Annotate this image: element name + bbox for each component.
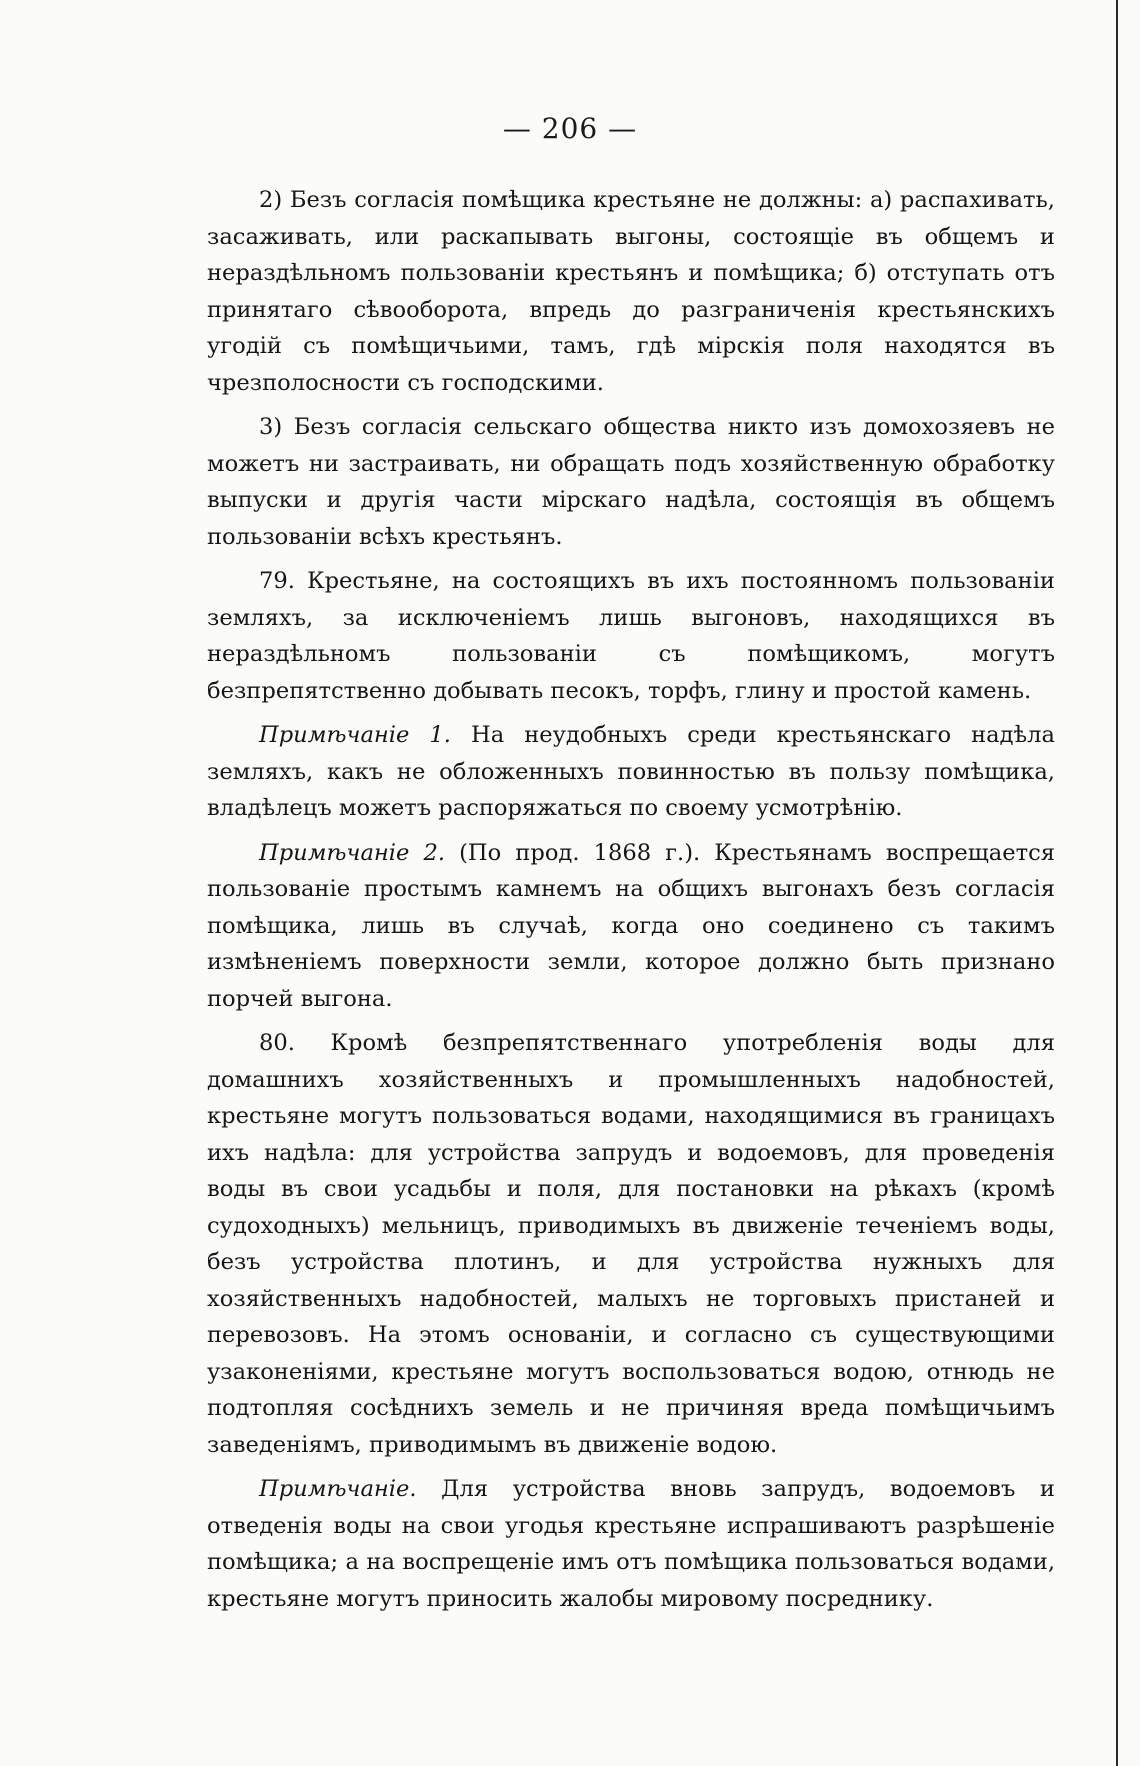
paragraph-article-80 — [207, 1025, 1055, 1463]
paragraph-note-1 — [207, 717, 1055, 827]
paragraph-article-79 — [207, 563, 1055, 709]
paragraph-clause-2 — [207, 182, 1055, 401]
page-body — [207, 182, 1055, 1625]
paragraph-text: 2) Безъ согласія помѣщика крестьяне не должны: а) распахивать, засаживать, или раскапывать выгоны, состоящіе въ общемъ и нераздѣльномъ пользованіи крестьянъ и помѣщика; б) отступать отъ принятаго сѣвооборота, впредь до разграниченія крестьянскихъ угодій съ помѣщичьими, тамъ, гдѣ мірскія поля находятся въ чрезполосности съ господскими. — [207, 187, 1055, 396]
paragraph-text: (По прод. 1868 г.). Крестьянамъ воспрещается пользованіе простымъ камнемъ на общихъ выгонахъ безъ согласія помѣщика, лишь въ случаѣ, когда оно соединено съ такимъ измѣненіемъ поверхности земли, которое должно быть признано порчей выгона. — [207, 839, 1055, 1012]
page-number: — 206 — — [502, 112, 638, 145]
note-label: Примѣчаніе 2. — [259, 839, 446, 866]
paragraph-note-2 — [207, 835, 1055, 1018]
paragraph-text: На неудобныхъ среди крестьянскаго надѣла земляхъ, какъ не обложенныхъ повинностью въ пользу помѣщика, владѣлецъ можетъ распоряжаться по своему усмотрѣнію. — [207, 722, 1055, 821]
note-label: Примѣчаніе. — [259, 1476, 417, 1502]
paragraph-text: 3) Безъ согласія сельскаго общества никто изъ домохозяевъ не можетъ ни застраивать, ни обращать подъ хозяйственную обработку выпуски и другія части мірскаго надѣла, состоящія въ общемъ пользованіи всѣхъ крестьянъ. — [207, 414, 1055, 550]
note-label: Примѣчаніе 1. — [259, 722, 451, 748]
paragraph-clause-3 — [207, 409, 1055, 555]
page-edge — [1116, 0, 1118, 1766]
paragraph-text: Для устройства вновь запрудъ, водоемовъ и отведенія воды на свои угодья крестьяне испрашиваютъ разрѣшеніе помѣщика; а на воспрещеніе имъ отъ помѣщика пользоваться водами, крестьяне могутъ приносить жалобы мировому посреднику. — [207, 1476, 1055, 1612]
paragraph-note — [207, 1471, 1055, 1617]
paragraph-text: 79. Крестьяне, на состоящихъ въ ихъ постоянномъ пользованіи земляхъ, за исключеніемъ лишь выгоновъ, находящихся въ нераздѣльномъ пользованіи съ помѣщикомъ, могутъ безпрепятственно добывать песокъ, торфъ, глину и простой камень. — [207, 568, 1055, 704]
paragraph-text: 80. Кромѣ безпрепятственнаго употребленія воды для домашнихъ хозяйственныхъ и промышленныхъ надобностей, крестьяне могутъ пользоваться водами, находящимися въ границахъ ихъ надѣла: для устройства запрудъ и водоемовъ, для проведенія воды въ свои усадьбы и поля, для постановки на рѣкахъ (кромѣ судоходныхъ) мельницъ, приводимыхъ въ движеніе теченіемъ воды, безъ устройства плотинъ, и для устройства нужныхъ для хозяйственныхъ надобностей, малыхъ не торговыхъ пристаней и перевозовъ. На этомъ основаніи, и согласно съ существующими узаконеніями, крестьяне могутъ воспользоваться водою, отнюдь не подтопляя сосѣднихъ земель и не причиняя вреда помѣщичьимъ заведеніямъ, приводимымъ въ движеніе водою. — [207, 1030, 1055, 1458]
